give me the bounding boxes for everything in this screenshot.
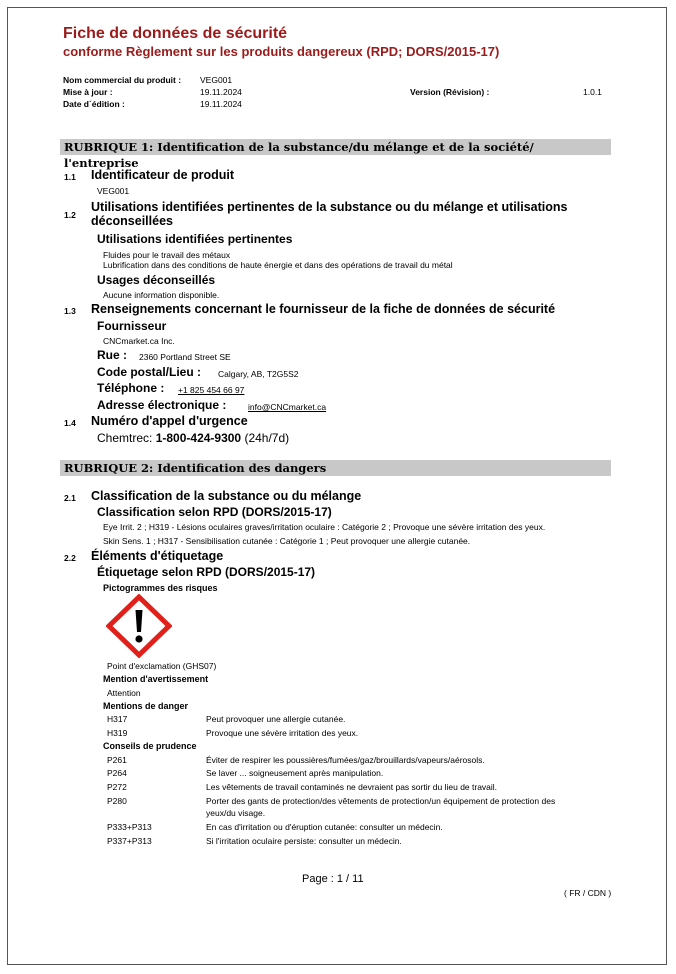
precaution-code: P280 xyxy=(107,796,127,806)
signal-word-title: Mention d'avertissement xyxy=(103,674,209,684)
pictograms-title: Pictogrammes des risques xyxy=(103,583,218,593)
document-title: Fiche de données de sécurité xyxy=(63,25,288,42)
precaution-text: Si l'irritation oculaire persiste: consulter un médecin. xyxy=(206,836,402,846)
advised-against-title: Usages déconseillés xyxy=(97,273,216,287)
hazard-text: Provoque une sévère irritation des yeux. xyxy=(206,728,359,738)
section-2-1-subtitle: Classification selon RPD (DORS/2015-17) xyxy=(97,505,332,519)
email-label: Adresse électronique : xyxy=(97,398,227,412)
section-1-3-number: 1.3 xyxy=(64,306,76,316)
exclamation-mark-diamond-icon xyxy=(106,594,172,658)
precaution-text: Les vêtements de travail contaminés ne devraient pas sortir du lieu de travail. xyxy=(206,782,498,792)
pictogram-caption: Point d'exclamation (GHS07) xyxy=(107,661,217,671)
hazard-code: H317 xyxy=(107,714,128,724)
language-code: ( FR / CDN ) xyxy=(564,888,612,898)
product-value: VEG001 xyxy=(200,75,233,85)
section-1-2-title-line2: déconseillées xyxy=(91,214,173,228)
street-value: 2360 Portland Street SE xyxy=(139,352,231,362)
emergency-prefix: Chemtrec: xyxy=(97,431,153,445)
section-1-2-title-line1: Utilisations identifiées pertinentes de la substance ou du mélange et utilisations xyxy=(91,200,568,214)
update-label: Mise à jour : xyxy=(63,87,113,97)
precaution-code: P261 xyxy=(107,755,127,765)
phone-link[interactable]: +1 825 454 66 97 xyxy=(178,385,245,395)
precaution-code: P333+P313 xyxy=(107,822,152,832)
section-1-1-title: Identificateur de produit xyxy=(91,168,235,182)
section-1-4-number: 1.4 xyxy=(64,418,76,428)
emergency-line xyxy=(97,431,289,445)
supplier-name: CNCmarket.ca Inc. xyxy=(103,336,175,346)
uses-title: Utilisations identifiées pertinentes xyxy=(97,232,293,246)
section-2-2-number: 2.2 xyxy=(64,553,76,563)
document-subtitle: conforme Règlement sur les produits dangereux (RPD; DORS/2015-17) xyxy=(63,44,500,59)
precautionary-title: Conseils de prudence xyxy=(103,741,197,751)
uses-line-2: Lubrification dans des conditions de haute énergie et dans des opérations de travail du métal xyxy=(103,260,453,270)
uses-line-1: Fluides pour le travail des métaux xyxy=(103,250,231,260)
precaution-text: Se laver ... soigneusement après manipulation. xyxy=(206,768,384,778)
hazard-code: H319 xyxy=(107,728,128,738)
edition-label: Date d´édition : xyxy=(63,99,125,109)
section-2-heading: RUBRIQUE 2: Identification des dangers xyxy=(60,460,611,476)
postal-value: Calgary, AB, T2G5S2 xyxy=(218,369,299,379)
product-identifier: VEG001 xyxy=(97,186,130,196)
emergency-suffix: (24h/7d) xyxy=(244,431,290,445)
precaution-text: Éviter de respirer les poussières/fumées/gaz/brouillards/vapeurs/aérosols. xyxy=(206,755,485,765)
product-label: Nom commercial du produit : xyxy=(63,75,182,85)
precaution-code: P264 xyxy=(107,768,127,778)
section-2-1-title: Classification de la substance ou du mélange xyxy=(91,489,362,503)
precaution-text-continued: yeux/du visage. xyxy=(206,808,266,818)
precaution-code: P272 xyxy=(107,782,127,792)
precaution-text: En cas d'irritation ou d'éruption cutanée: consulter un médecin. xyxy=(206,822,443,832)
section-2-2-title: Éléments d'étiquetage xyxy=(91,549,224,563)
emergency-number: 1-800-424-9300 xyxy=(155,431,242,445)
hazard-text: Peut provoquer une allergie cutanée. xyxy=(206,714,346,724)
section-1-3-title: Renseignements concernant le fournisseur de la fiche de données de sécurité xyxy=(91,302,556,316)
update-value: 19.11.2024 xyxy=(200,87,242,97)
version-value: 1.0.1 xyxy=(583,87,602,97)
page-number: Page : 1 / 11 xyxy=(302,873,364,885)
advised-against-value: Aucune information disponible. xyxy=(103,290,220,300)
street-label: Rue : xyxy=(97,348,127,362)
classification-line-2: Skin Sens. 1 ; H317 - Sensibilisation cutanée : Catégorie 1 ; Peut provoquer une allergie cutanée. xyxy=(103,536,471,546)
section-1-1-number: 1.1 xyxy=(64,172,76,182)
supplier-title: Fournisseur xyxy=(97,319,167,333)
edition-value: 19.11.2024 xyxy=(200,99,242,109)
precaution-text: Porter des gants de protection/des vêtements de protection/un équipement de protection des xyxy=(206,796,556,806)
classification-line-1: Eye Irrit. 2 ; H319 - Lésions oculaires graves/irritation oculaire : Catégorie 2 ; Provoque une sévère irritation des yeux. xyxy=(103,522,546,532)
postal-label: Code postal/Lieu : xyxy=(97,365,202,379)
section-2-1-number: 2.1 xyxy=(64,493,76,503)
section-2-2-subtitle: Étiquetage selon RPD (DORS/2015-17) xyxy=(97,565,316,579)
precaution-code: P337+P313 xyxy=(107,836,152,846)
section-1-heading: RUBRIQUE 1: Identification de la substance/du mélange et de la société/ l'entreprise xyxy=(60,139,611,155)
phone-label: Téléphone : xyxy=(97,381,165,395)
signal-word-value: Attention xyxy=(107,688,141,698)
section-1-4-title: Numéro d'appel d'urgence xyxy=(91,414,248,428)
version-label: Version (Révision) : xyxy=(410,87,490,97)
email-link[interactable]: info@CNCmarket.ca xyxy=(248,402,327,412)
hazard-statements-title: Mentions de danger xyxy=(103,701,189,711)
section-1-2-number: 1.2 xyxy=(64,210,76,220)
